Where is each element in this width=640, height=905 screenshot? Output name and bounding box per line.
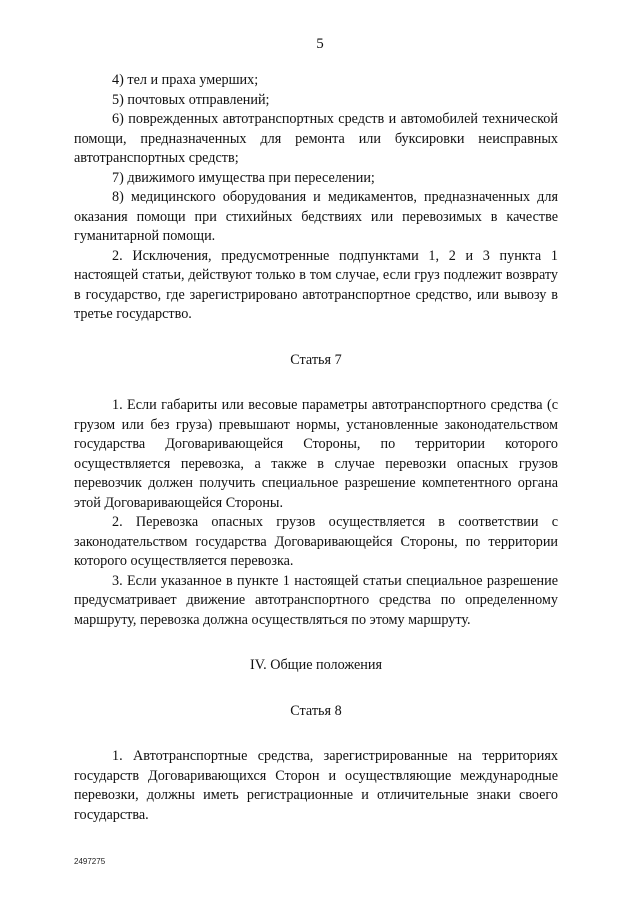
article7-paragraph-1: 1. Если габариты или весовые параметры автотранспортного средства (с грузом или без груза) превышают нормы, установленные законодательством государства Договаривающейся Стороны, по территории которого осуществляется перевозка, а также в случае перевозки опасных грузов перевозчик должен получить специальное разрешение компетентного органа этой Договаривающейся Стороны. xyxy=(74,397,558,511)
list-item-6: 6) поврежденных автотранспортных средств и автомобилей технической помощи, предназначенных для ремонта или буксировки неисправных автотранспортных средств; xyxy=(74,111,558,166)
article6-paragraph-2: 2. Исключения, предусмотренные подпунктами 1, 2 и 3 пункта 1 настоящей статьи, действуют только в том случае, если груз подлежит возврату в государство, где зарегистрировано автотранспортное средство, или вывозу в третье государство. xyxy=(74,247,558,322)
document-code: 2497275 xyxy=(74,857,106,866)
list-item-4: 4) тел и праха умерших; xyxy=(112,72,259,88)
list-item-5: 5) почтовых отправлений; xyxy=(112,91,270,108)
article7-title: Статья 7 xyxy=(290,351,342,368)
list-item-8: 8) медицинского оборудования и медикаментов, предназначенных для оказания помощи при стихийных бедствиях или перевозимых в качестве гуманитарной помощи. xyxy=(74,189,558,244)
section4-title: IV. Общие положения xyxy=(249,657,382,673)
article8-paragraph-1: 1. Автотранспортные средства, зарегистрированные на территориях государств Договаривающихся Сторон и осуществляющие международные перевозки, должны иметь регистрационные и отличительные знаки своего государства. xyxy=(74,748,558,823)
list-item-7: 7) движимого имущества при переселении; xyxy=(112,169,375,186)
article7-paragraph-2: 2. Перевозка опасных грузов осуществляется в соответствии с законодательством государства Договаривающейся Стороны, по территории которого осуществляется перевозка. xyxy=(74,514,558,569)
document-body xyxy=(74,71,558,825)
article8-title: Статья 8 xyxy=(290,702,342,719)
page-number: 5 xyxy=(316,36,324,52)
article7-paragraph-3: 3. Если указанное в пункте 1 настоящей статьи специальное разрешение предусматривает движение автотранспортного средства по определенному маршруту, перевозка должна осуществляться по этому маршруту. xyxy=(74,572,558,628)
